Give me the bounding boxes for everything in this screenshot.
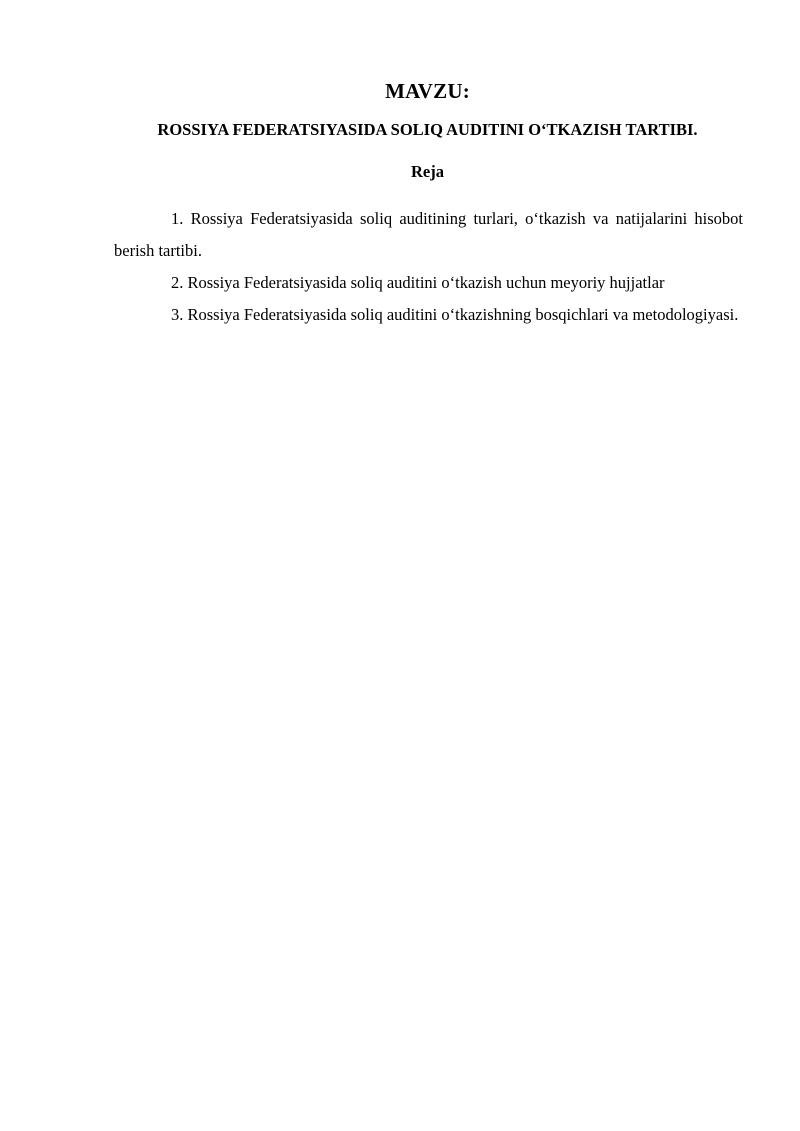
plan-item-3: 3. Rossiya Federatsiyasida soliq auditini o‘tkazishning bosqichlari va metodologiyasi.: [171, 305, 739, 324]
plan-item-1: 1. Rossiya Federatsiyasida soliq auditining turlari, o‘tkazish va natijalarini hisobot berish tartibi.: [114, 209, 743, 260]
plan-list: [114, 203, 743, 331]
topic-label: MAVZU:: [385, 79, 470, 103]
document-title: ROSSIYA FEDERATSIYASIDA SOLIQ AUDITINI O‘TKAZISH TARTIBI.: [157, 120, 698, 139]
plan-heading: Reja: [411, 162, 444, 181]
plan-item-2: 2. Rossiya Federatsiyasida soliq auditini o‘tkazish uchun meyoriy hujjatlar: [171, 273, 665, 292]
